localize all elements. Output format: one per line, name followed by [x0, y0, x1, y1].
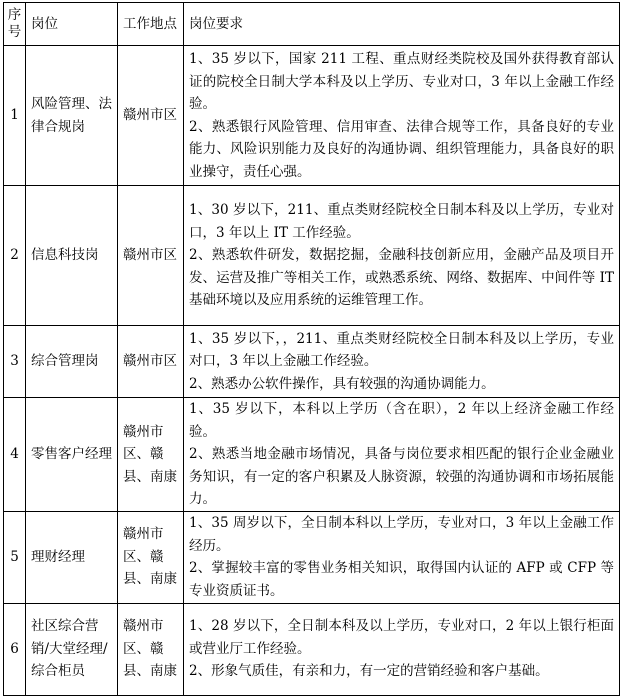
- requirement-2: 2、熟悉当地金融市场情况，具备与岗位要求相匹配的银行企业金融业务知识，有一定的客户积累及人脉资源，较强的沟通协调和市场拓展能力。: [189, 446, 614, 507]
- recruitment-table: [3, 2, 620, 696]
- row-post: 零售客户经理: [26, 398, 118, 512]
- row-location: 赣州市区、赣县、南康: [118, 398, 184, 512]
- requirement-1: 1、35 岁以下，，211、重点类财经院校全日制本科及以上学历，专业对口，3 年以上金融工作经验。: [189, 330, 614, 370]
- requirement-1: 1、28 岁以下，全日制本科及以上学历，专业对口，2 年以上银行柜面或营业厅工作经验。: [189, 618, 614, 657]
- row-no: 3: [4, 326, 26, 398]
- header-requirements: 岗位要求: [184, 3, 620, 46]
- row-no: 1: [4, 46, 26, 186]
- row-location: 赣州市区: [118, 186, 184, 326]
- requirement-1: 1、35 周岁以下，全日制本科以上学历，专业对口，3 年以上金融工作经历。: [189, 515, 614, 554]
- header-no: 序号: [4, 3, 26, 46]
- requirement-1: 1、30 岁以下，211、重点类财经院校全日制本科及以上学历，专业对口，3 年以上 IT 工作经验。: [189, 202, 614, 241]
- row-requirements: [184, 186, 620, 326]
- row-requirements: [184, 326, 620, 398]
- requirement-2: 2、掌握较丰富的零售业务相关知识，取得国内认证的 AFP 或 CFP 等专业资质证书。: [189, 560, 614, 599]
- row-location: 赣州市区、赣县、南康: [118, 603, 184, 695]
- header-location: 工作地点: [118, 3, 184, 46]
- requirement-2: 2、熟悉办公软件操作，具有较强的沟通协调能力。: [189, 375, 495, 392]
- row-no: 4: [4, 398, 26, 512]
- table-row: [4, 326, 620, 398]
- row-requirements: [184, 398, 620, 512]
- table-row: [4, 46, 620, 186]
- requirement-2: 2、熟悉银行风险管理、信用审查、法律合规等工作，具备良好的专业能力、风险识别能力及良好的沟通协调、组织管理能力，具备良好的职业操守，责任心强。: [189, 118, 614, 180]
- row-post: 理财经理: [26, 511, 118, 603]
- row-post: 风险管理、法律合规岗: [26, 46, 118, 186]
- requirement-1: 1、35 岁以下，国家 211 工程、重点财经类院校及国外获得教育部认证的院校全日制大学本科及以上学历、专业对口，3 年以上金融工作经验。: [189, 51, 614, 112]
- row-requirements: [184, 603, 620, 695]
- table-row: [4, 603, 620, 695]
- header-post: 岗位: [26, 3, 118, 46]
- row-no: 5: [4, 511, 26, 603]
- requirement-1: 1、35 岁以下，本科以上学历（含在职），2 年以上经济金融工作经验。: [189, 401, 614, 440]
- row-post: 综合管理岗: [26, 326, 118, 398]
- row-post: 信息科技岗: [26, 186, 118, 326]
- row-requirements: [184, 511, 620, 603]
- row-location: 赣州市区: [118, 326, 184, 398]
- row-requirements: [184, 46, 620, 186]
- row-no: 2: [4, 186, 26, 326]
- row-location: 赣州市区: [118, 46, 184, 186]
- table-row: [4, 511, 620, 603]
- requirement-2: 2、熟悉软件研发，数据挖掘，金融科技创新应用，金融产品及项目开发、运营及推广等相关工作，或熟悉系统、网络、数据库、中间件等 IT 基础环境以及应用系统的运维管理工作。: [189, 247, 614, 309]
- row-no: 6: [4, 603, 26, 695]
- requirement-2: 2、形象气质佳，有亲和力，有一定的营销经验和客户基础。: [189, 663, 549, 680]
- row-post: 社区综合营销/大堂经理/综合柜员: [26, 603, 118, 695]
- table-header-row: [4, 3, 620, 46]
- row-location: 赣州市区、赣县、南康: [118, 511, 184, 603]
- table-row: [4, 186, 620, 326]
- table-row: [4, 398, 620, 512]
